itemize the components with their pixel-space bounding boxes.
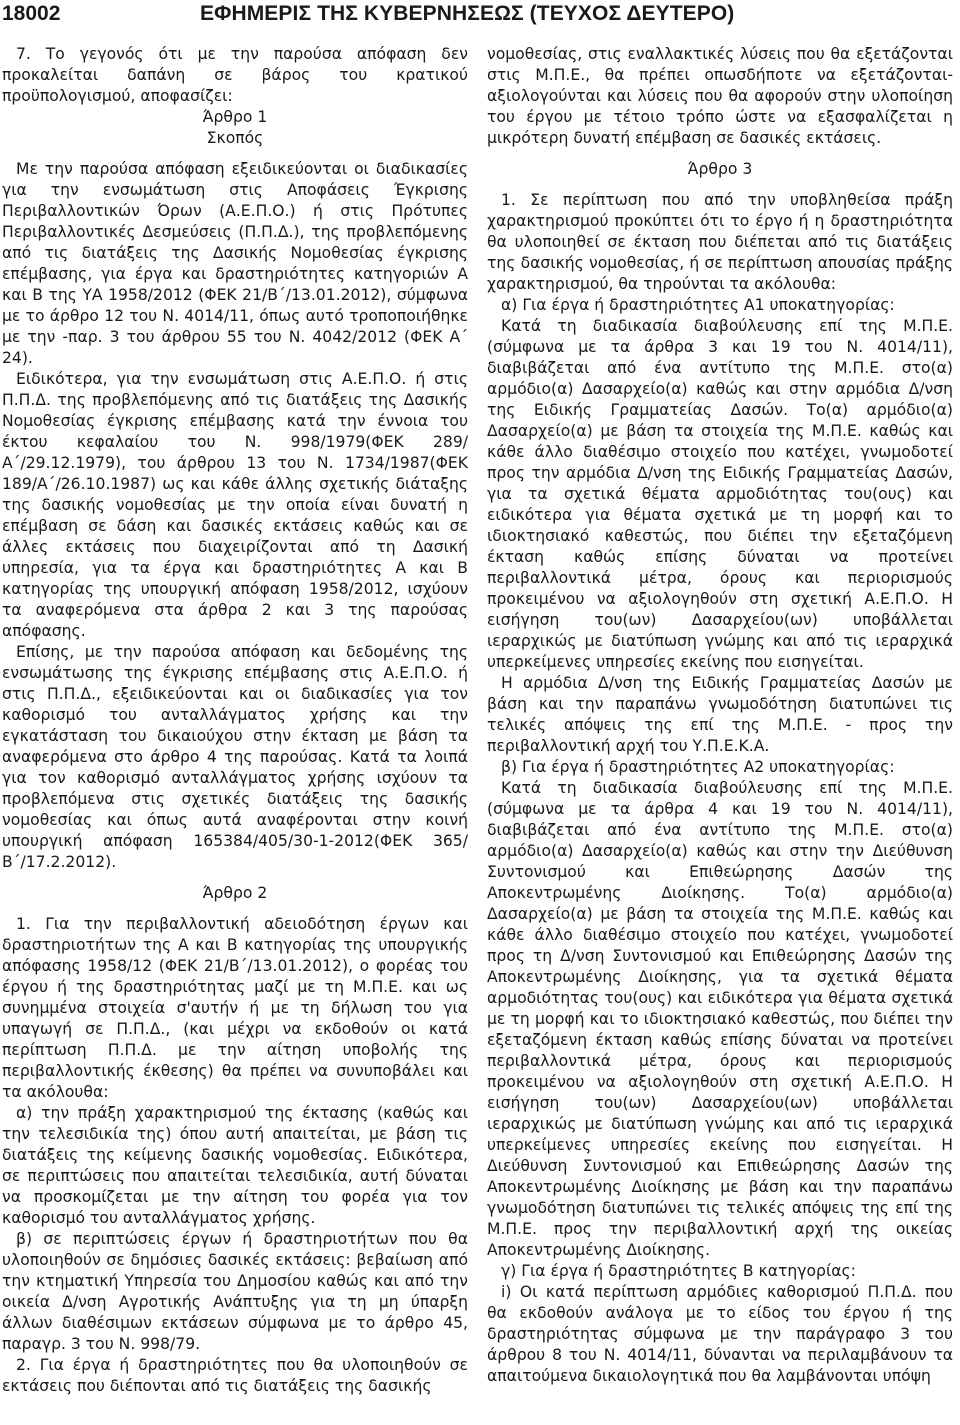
paragraph: i) Οι κατά περίπτωση αρμόδιες καθορισμού Π.Π.Δ. που θα εκδοθούν ανάλογα με το είδος του έργου ή της δραστηριότητας σύμφωνα με την παράγραφο 3 του άρθρου 8 του Ν. 4014/11, δύνανται να περιλαμβάνουν τα απαιτούμενα δικαιολογητικά που θα λαμβάνονται υπόψη bbox=[487, 1283, 953, 1385]
article-1-heading: Άρθρο 1 bbox=[202, 108, 268, 126]
journal-title: ΕΦΗΜΕΡΙΣ ΤΗΣ ΚΥΒΕΡΝΗΣΕΩΣ (ΤΕΥΧΟΣ ΔΕΥΤΕΡΟ) bbox=[200, 2, 735, 25]
page-number: 18002 bbox=[2, 2, 61, 25]
article-2-heading: Άρθρο 2 bbox=[202, 884, 268, 902]
paragraph: α) την πράξη χαρακτηρισμού της έκτασης (καθώς και την τελεσιδικία της) όπου αυτή απαιτείται, με βάση τις διατάξεις της κείμενης δασικής νομοθεσίας. Ειδικότερα, σε περιπτώσεις που απαιτείται τελεσιδικία, αυτή δύναται να προσκομίζεται με την αίτηση του φορέα για τον καθορισμό του ανταλλάγματος χρήσης. bbox=[2, 1104, 468, 1227]
paragraph: β) Για έργα ή δραστηριότητες Α2 υποκατηγορίας: bbox=[501, 758, 895, 776]
page-header bbox=[0, 2, 960, 42]
paragraph: Κατά τη διαδικασία διαβούλευσης επί της Μ.Π.Ε. (σύμφωνα με τα άρθρα 4 και 19 του Ν. 4014/11), διαβιβάζεται από ένα αντίτυπο της Μ.Π.Ε. στο(α) αρμόδιο(α) Δασαρχείο(α) καθώς και στην την Διεύθυνση Συντονισμού και Επιθεώρησης Δασών της Αποκεντρωμένης Διοίκησης. Το(α) αρμόδιο(α) Δασαρχείο(α) με βάση τα στοιχεία της Μ.Π.Ε. καθώς και κάθε άλλο διαθέσιμο στοιχείο που κατέχει, γνωμοδοτεί προς τη Δ/νση Συντονισμού και Επιθεώρησης Δασών της Αποκεντρωμένης Διοίκησης, για τα σχετικά θέματα αρμοδιότητας του(ους) και ειδικότερα για θέματα σχετικά με τη μορφή και το ιδιοκτησιακό καθεστώς, που διέπει την εξεταζόμενη έκταση καθώς επίσης δύναται να προτείνει περιβαλλοντικά μέτρα, όρους και περιορισμούς προκειμένου να αξιολογηθούν στη σχετική Α.Ε.Π.Ο. Η εισήγηση του(ων) Δασαρχείου(ων) υποβάλλεται ιεραρχικώς με διατύπωση γνώμης και από τις ιεραρχικά υπερκείμενες υπηρεσίες εκείνης που εισηγείται. Η Διεύθυνση Συντονισμού και Επιθεώρησης Δασών της Αποκεντρωμένης Διοίκησης με βάση και την παραπάνω γνωμοδότηση διατυπώνει τις τελικές απόψεις της επί της Μ.Π.Ε. προς την περιβαλλοντική αρχή της οικείας Αποκεντρωμένης Διοίκησης. bbox=[487, 779, 953, 1259]
paragraph: νομοθεσίας, στις εναλλακτικές λύσεις που θα εξετάζονται στις Μ.Π.Ε., θα πρέπει οπωσδήποτε να εξετάζονται-αξιολογούνται και λύσεις που θα αφορούν στην υλοποίηση του έργου με τέτοιο τρόπο ώστε να εξασφαλίζεται η μικρότερη δυνατή επέμβαση σε δασικές εκτάσεις. bbox=[487, 45, 953, 147]
article-3-heading: Άρθρο 3 bbox=[687, 160, 753, 178]
right-column bbox=[487, 44, 953, 1387]
article-1-subheading: Σκοπός bbox=[206, 129, 264, 147]
paragraph: 1. Για την περιβαλλοντική αδειοδότηση έργων και δραστηριοτήτων της Α και Β κατηγορίας της υπουργικής απόφασης 1958/12 (ΦΕΚ 21/Β΄/13.01.2012), ο φορέας του έργου ή της δραστηριότητας μαζί με τη Μ.Π.Ε. και ως συνημμένα στοιχεία σ'αυτήν ή με τη δήλωση του για υπαγωγή σε Π.Π.Δ., (και μέχρι να εκδοθούν οι κατά περίπτωση Π.Π.Δ. με την αίτηση υποβολής της περιβαλλοντικής έκθεσης) θα πρέπει να συνυποβάλει και τα ακόλουθα: bbox=[2, 915, 468, 1101]
paragraph: Ειδικότερα, για την ενσωμάτωση στις Α.Ε.Π.Ο. ή στις Π.Π.Δ. της προβλεπόμενης από τις διατάξεις της Δασικής Νομοθεσίας έγκρισης επέμβασης κατά την έννοια του έκτου κεφαλαίου του Ν. 998/1979(ΦΕΚ 289/Α΄/29.12.1979), του άρθρου 13 του Ν. 1734/1987(ΦΕΚ 189/Α΄/26.10.1987) ως και κάθε άλλης σχετικής διάταξης της δασικής νομοθεσίας με την οποία είναι δυνατή η επέμβαση σε δάση και δασικές εκτάσεις καθώς και σε άλλες εκτάσεις που διαχειρίζονται από τη Δασική υπηρεσία, για τα έργα και δραστηριότητες Α και Β κατηγορίας της υπουργική απόφαση 1958/2012, ισχύουν τα αναφερόμενα στα άρθρα 2 και 3 της παρούσας απόφασης. bbox=[2, 370, 468, 640]
left-column bbox=[2, 44, 468, 1397]
paragraph: β) σε περιπτώσεις έργων ή δραστηριοτήτων που θα υλοποιηθούν σε δημόσιες δασικές εκτάσεις: βεβαίωση από την κτηματική Υπηρεσία του Δημοσίου καθώς και από την οικεία Δ/νση Αγροτικής Ανάπτυξης για τη μη ύπαρξη άλλων διαθέσιμων εκτάσεων σύμφωνα με το άρθρο 45, παραγρ. 3 του Ν. 998/79. bbox=[2, 1230, 468, 1353]
paragraph: Με την παρούσα απόφαση εξειδικεύονται οι διαδικασίες για την ενσωμάτωση στις Αποφάσεις Έγκρισης Περιβαλλοντικών Όρων (Α.Ε.Π.Ο.) ή στις Πρότυπες Περιβαλλοντικές Δεσμεύσεις (Π.Π.Δ.), της προβλεπόμενης από τις διατάξεις της Δασικής Νομοθεσίας έγκρισης επέμβασης, για έργα και δραστηριότητες κατηγοριών Α και Β της ΥΑ 1958/2012 (ΦΕΚ 21/Β΄/13.01.2012), σύμφωνα με το άρθρο 12 του Ν. 4014/11, όπως αυτό τροποποιήθηκε με την -παρ. 3 του άρθρου 55 του Ν. 4042/2012 (ΦΕΚ Α΄ 24). bbox=[2, 160, 468, 367]
paragraph: 2. Για έργα ή δραστηριότητες που θα υλοποιηθούν σε εκτάσεις που διέπονται από τις διατάξεις της δασικής bbox=[2, 1356, 468, 1395]
paragraph: α) Για έργα ή δραστηριότητες Α1 υποκατηγορίας: bbox=[501, 296, 895, 314]
intro-paragraph: 7. Το γεγονός ότι με την παρούσα απόφαση δεν προκαλείται δαπάνη σε βάρος του κρατικού προϋπολογισμού, αποφασίζει: bbox=[2, 45, 468, 105]
paragraph: γ) Για έργα ή δραστηριότητες Β κατηγορίας: bbox=[501, 1262, 856, 1280]
paragraph: Επίσης, με την παρούσα απόφαση και δεδομένης της ενσωμάτωσης της έγκρισης επέμβασης στις Α.Ε.Π.Ο. ή στις Π.Π.Δ., εξειδικεύονται και οι διαδικασίες για τον καθορισμό του ανταλλάγματος χρήσης και την εγκατάσταση του δικαιούχου στην έκταση με βάση τα αναφερόμενα στο άρθρο 4 της παρούσας. Κατά τα λοιπά για τον καθορισμό ανταλλάγματος χρήσης ισχύουν τα προβλεπόμενα στις σχετικές διατάξεις της δασικής νομοθεσίας και όπως αυτά αναφέρονται στην κοινή υπουργική απόφαση 165384/405/30-1-2012(ΦΕΚ 365/Β΄/17.2.2012). bbox=[2, 643, 468, 871]
paragraph: 1. Σε περίπτωση που από την υποβληθείσα πράξη χαρακτηρισμού προκύπτει ότι το έργο ή η δραστηριότητα θα υλοποιηθεί σε έκταση που διέπεται από τις διατάξεις της δασικής νομοθεσίας, ή σε περίπτωση απουσίας πράξης χαρακτηρισμού, θα τηρούνται τα ακόλουθα: bbox=[487, 191, 953, 293]
paragraph: Η αρμόδια Δ/νση της Ειδικής Γραμματείας Δασών με βάση και την παραπάνω γνωμοδότηση διατυπώνει τις τελικές απόψεις της επί της Μ.Π.Ε. - προς την περιβαλλοντική αρχή του Υ.Π.Ε.Κ.Α. bbox=[487, 674, 953, 755]
paragraph: Κατά τη διαδικασία διαβούλευσης επί της Μ.Π.Ε. (σύμφωνα με τα άρθρα 3 και 19 του Ν. 4014/11), διαβιβάζεται από ένα αντίτυπο της Μ.Π.Ε. στο(α) αρμόδιο(α) Δασαρχείο(α) καθώς και στην αρμόδια Δ/νση της Ειδικής Γραμματείας Δασών. Το(α) αρμόδιο(α) Δασαρχείο(α) με βάση τα στοιχεία της Μ.Π.Ε. καθώς και κάθε άλλο διαθέσιμο στοιχείο που κατέχει, γνωμοδοτεί προς την αρμόδια Δ/νση της Ειδικής Γραμματείας Δασών, για τα σχετικά θέματα αρμοδιότητας του(ους) και ειδικότερα για θέματα σχετικά με τη μορφή και το ιδιοκτησιακό καθεστώς, που διέπει την εξεταζόμενη έκταση καθώς επίσης δύναται να προτείνει περιβαλλοντικά μέτρα, όρους και περιορισμούς προκειμένου να αξιολογηθούν στη σχετική Α.Ε.Π.Ο. Η εισήγηση του(ων) Δασαρχείου(ων) υποβάλλεται ιεραρχικώς με διατύπωση γνώμης και από τις ιεραρχικά υπερκείμενες υπηρεσίες εκείνης που εισηγείται. bbox=[487, 317, 953, 671]
